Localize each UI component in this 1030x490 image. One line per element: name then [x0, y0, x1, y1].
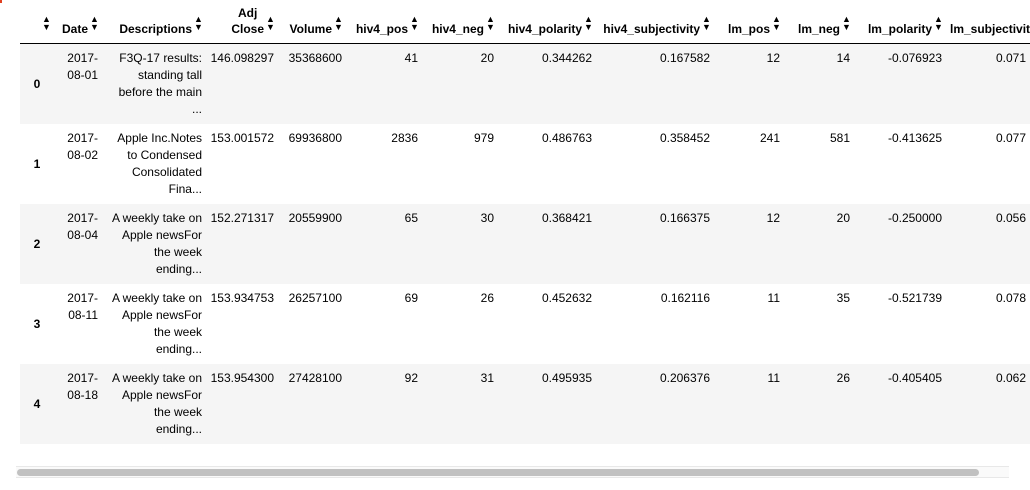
column-label: hiv4_pos — [355, 22, 408, 36]
column-label: Volume — [289, 22, 332, 36]
scrollbar-thumb[interactable] — [17, 469, 979, 476]
column-header-index[interactable] — [20, 0, 54, 44]
column-header-lm-neg[interactable] — [784, 0, 854, 44]
column-header-hiv4-subjectivity[interactable] — [596, 0, 714, 44]
cell-lm-pos: 11 — [767, 291, 780, 305]
cell-lm-polarity: -0.250000 — [887, 211, 942, 225]
row-index: 4 — [33, 396, 41, 411]
cell-lm-neg: 26 — [836, 371, 850, 385]
sort-arrows-icon[interactable]: ▲ ▼ — [194, 14, 203, 32]
table-row — [20, 204, 1030, 284]
cell-hiv4-polarity: 0.452632 — [541, 291, 592, 305]
row-index: 1 — [33, 156, 41, 171]
cell-lm-pos: 11 — [767, 371, 780, 385]
cell-volume: 27428100 — [288, 371, 342, 385]
cell-adj-close: 153.934753 — [210, 291, 274, 305]
cell-descriptions — [102, 284, 206, 364]
date-text: 2017-08-02 — [67, 131, 98, 162]
column-label: hiv4_polarity — [507, 22, 582, 36]
cell-lm-subjectivity: 0.062 — [995, 371, 1026, 385]
column-label: Descriptions — [119, 22, 192, 36]
cell-lm-subjectivity: 0.077 — [995, 131, 1026, 145]
sort-arrows-icon[interactable]: ▲ ▼ — [410, 14, 419, 32]
cell-hiv4-pos: 2836 — [391, 131, 418, 145]
cell-hiv4-pos: 41 — [404, 51, 418, 65]
sort-arrows-icon[interactable]: ▲ ▼ — [702, 14, 711, 32]
cell-date — [54, 44, 102, 125]
column-header-hiv4-polarity[interactable] — [498, 0, 596, 44]
cell-lm-subjectivity: 0.056 — [995, 211, 1026, 225]
cell-descriptions — [102, 204, 206, 284]
cell-adj-close: 152.271317 — [210, 211, 274, 225]
column-header-hiv4-neg[interactable] — [422, 0, 498, 44]
cell-lm-pos: 12 — [766, 211, 780, 225]
cell-date — [54, 204, 102, 284]
cell-lm-neg: 35 — [836, 291, 850, 305]
dataframe-view[interactable] — [20, 0, 1030, 450]
column-header-descriptions[interactable] — [102, 0, 206, 44]
date-text: 2017-08-18 — [67, 371, 98, 402]
cell-lm-neg: 14 — [836, 51, 850, 65]
column-header-lm-subjectivity[interactable] — [946, 0, 1030, 44]
cell-hiv4-subjectivity: 0.358452 — [659, 131, 710, 145]
column-label: lm_subjectivit — [950, 22, 1030, 36]
description-text: A weekly take on Apple newsFor the week ending... — [111, 371, 202, 436]
column-header-lm-pos[interactable] — [714, 0, 784, 44]
cell-lm-polarity: -0.413625 — [887, 131, 942, 145]
sort-arrows-icon[interactable]: ▲ ▼ — [334, 14, 343, 32]
cell-adj-close: 153.001572 — [210, 131, 274, 145]
header-row — [20, 0, 1030, 44]
cell-lm-pos: 241 — [759, 131, 780, 145]
column-label: lm_neg — [797, 22, 840, 36]
cell-lm-pos: 12 — [766, 51, 780, 65]
row-index: 3 — [33, 316, 41, 331]
cell-hiv4-neg: 979 — [473, 131, 494, 145]
cell-adj-close: 153.954300 — [210, 371, 274, 385]
column-header-volume[interactable] — [278, 0, 346, 44]
cell-hiv4-pos: 69 — [404, 291, 418, 305]
column-header-lm-polarity[interactable] — [854, 0, 946, 44]
cell-hiv4-polarity: 0.344262 — [541, 51, 592, 65]
cell-hiv4-subjectivity: 0.206376 — [659, 371, 710, 385]
cell-lm-polarity: -0.521739 — [887, 291, 942, 305]
column-label: lm_pos — [727, 22, 770, 36]
cell-lm-polarity: -0.076923 — [887, 51, 942, 65]
cell-hiv4-polarity: 0.495935 — [541, 371, 592, 385]
column-label: hiv4_subjectivity — [603, 22, 700, 36]
cell-marker — [0, 0, 2, 3]
cell-volume: 69936800 — [288, 131, 342, 145]
cell-volume: 26257100 — [288, 291, 342, 305]
cell-volume: 20559900 — [288, 211, 342, 225]
cell-lm-polarity: -0.405405 — [887, 371, 942, 385]
date-text: 2017-08-04 — [67, 211, 98, 242]
sort-arrows-icon[interactable]: ▲ ▼ — [584, 14, 593, 32]
cell-date — [54, 284, 102, 364]
column-label: lm_polarity — [867, 22, 932, 36]
description-text: F3Q-17 results: standing tall before the main ... — [118, 51, 202, 116]
cell-hiv4-neg: 30 — [480, 211, 494, 225]
sort-arrows-icon[interactable]: ▲ ▼ — [772, 14, 781, 32]
row-index: 2 — [33, 236, 41, 251]
sort-arrows-icon[interactable]: ▲ ▼ — [42, 14, 51, 32]
column-label-line: Close — [231, 22, 264, 36]
cell-hiv4-subjectivity: 0.162116 — [660, 291, 710, 305]
cell-volume: 35368600 — [288, 51, 342, 65]
description-text: A weekly take on Apple newsFor the week ending... — [111, 211, 202, 276]
cell-hiv4-polarity: 0.486763 — [541, 131, 592, 145]
cell-lm-neg: 20 — [836, 211, 850, 225]
description-text: A weekly take on Apple newsFor the week ending... — [111, 291, 202, 356]
sort-arrows-icon[interactable]: ▲ ▼ — [486, 14, 495, 32]
cell-hiv4-subjectivity: 0.166375 — [659, 211, 710, 225]
column-header-adj-close[interactable] — [206, 0, 278, 44]
sort-arrows-icon[interactable]: ▲ ▼ — [934, 14, 943, 32]
description-text: Apple Inc.Notes to Condensed Consolidated Fina... — [117, 131, 202, 196]
cell-hiv4-pos: 92 — [404, 371, 418, 385]
date-text: 2017-08-01 — [67, 51, 98, 82]
row-index: 0 — [33, 76, 41, 91]
cell-lm-subjectivity: 0.078 — [995, 291, 1026, 305]
date-text: 2017-08-11 — [67, 291, 98, 322]
dataframe-table — [20, 0, 1030, 444]
cell-hiv4-polarity: 0.368421 — [541, 211, 592, 225]
cell-date — [54, 124, 102, 204]
cell-hiv4-neg: 20 — [480, 51, 494, 65]
cell-lm-subjectivity: 0.071 — [995, 51, 1026, 65]
cell-descriptions — [102, 44, 206, 125]
cell-hiv4-neg: 31 — [480, 371, 494, 385]
column-label-line: Adj — [237, 6, 258, 20]
cell-descriptions — [102, 364, 206, 444]
table-row — [20, 124, 1030, 204]
cell-adj-close: 146.098297 — [210, 51, 274, 65]
cell-descriptions — [102, 124, 206, 204]
cell-date — [54, 364, 102, 444]
column-header-hiv4-pos[interactable] — [346, 0, 422, 44]
column-label: hiv4_neg — [431, 22, 484, 36]
column-header-date[interactable] — [54, 0, 102, 44]
cell-hiv4-subjectivity: 0.167582 — [659, 51, 710, 65]
cell-hiv4-neg: 26 — [480, 291, 494, 305]
table-row — [20, 364, 1030, 444]
column-label: Date — [61, 22, 88, 36]
table-row — [20, 44, 1030, 125]
table-row — [20, 284, 1030, 364]
sort-arrows-icon[interactable]: ▲ ▼ — [90, 14, 99, 32]
sort-arrows-icon[interactable]: ▲ ▼ — [842, 14, 851, 32]
cell-hiv4-pos: 65 — [404, 211, 418, 225]
horizontal-scrollbar[interactable] — [16, 466, 1009, 478]
sort-arrows-icon[interactable]: ▲ ▼ — [266, 14, 275, 32]
cell-lm-neg: 581 — [829, 131, 850, 145]
column-label — [231, 5, 264, 37]
